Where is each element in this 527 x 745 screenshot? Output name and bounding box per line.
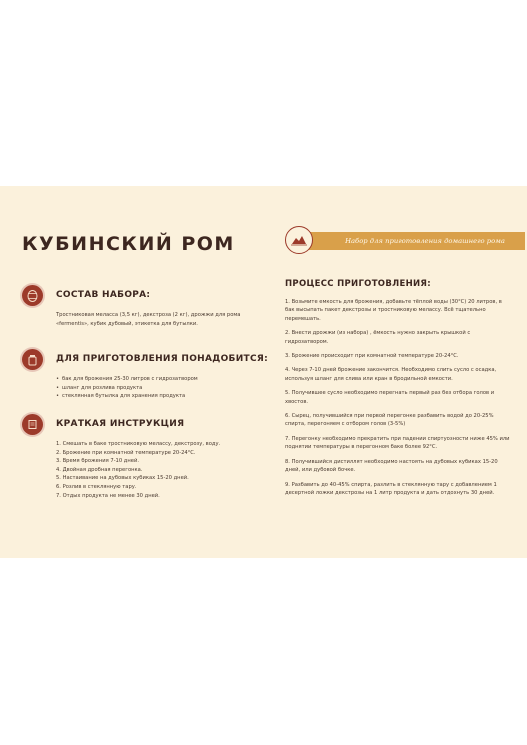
short-instruction-header: [22, 414, 262, 436]
recipe-sheet: [0, 186, 527, 558]
process-step: 5. Получившее сусло необходимо перегнать первый раз без отбора голов и хвостов.: [285, 390, 495, 405]
list-item: 6. Розлив в стеклянную тару.: [56, 483, 137, 490]
kit-contents-text: Тростниковая меласса (3,5 кг), декстроза (2 кг), дрожжи для рома «fermentis», кубик дубовый, этикетка для бутылки.: [56, 312, 241, 327]
process-step: 2. Внести дрожжи (из набора) , ёмкость нужно закрыть крышкой с гидрозатвором.: [285, 330, 471, 345]
equipment-section-header: [22, 349, 269, 371]
process-title: ПРОЦЕСС ПРИГОТОВЛЕНИЯ:: [285, 279, 431, 289]
banner-stripe: [309, 232, 525, 250]
short-instruction-section: [22, 414, 262, 500]
list-item: 3. Время брожения 7-10 дней.: [56, 458, 139, 465]
process-step: 3. Брожение происходит при комнатной температуре 20-24°С.: [285, 353, 459, 360]
jar-icon: [22, 349, 43, 370]
equipment-section: [22, 349, 269, 401]
process-step: 9. Разбавить до 40-45% спирта, разлить в стеклянную тару с добавлением 1 десертной ложки декстрозы на 1 литр продукта и дать отдохнуть 30 дней.: [285, 481, 497, 496]
list-item: 7. Отдых продукта не менее 30 дней.: [56, 492, 160, 499]
process-steps: [285, 298, 511, 503]
list-item: 1. Смешать в баке тростниковую мелассу, декстрозу, воду.: [56, 441, 221, 447]
kit-section-title: СОСТАВ НАБОРА:: [56, 290, 151, 300]
list-item: 4. Двойная дробная перегонка.: [56, 466, 143, 473]
list-item: 5. Настаивание на дубовых кубиках 15-20 дней.: [56, 475, 189, 482]
fermentis-logo-icon: [285, 226, 313, 254]
list-item: • бак для брожения 25-30 литров с гидрозатвором: [56, 375, 262, 384]
equipment-section-body: [56, 375, 262, 401]
kit-section-header: [22, 285, 262, 307]
book-icon: [22, 414, 43, 435]
list-item: 2. Брожение при комнатной температуре 20-24°C.: [56, 449, 196, 456]
kit-section-body: [56, 311, 262, 328]
list-item: • шланг для розлива продукта: [56, 384, 262, 393]
short-instruction-body: [56, 440, 262, 500]
page-title: КУБИНСКИЙ РОМ: [22, 233, 235, 255]
process-step: 7. Перегонку необходимо прекратить при падении спиртуозности ниже 45% или поднятии температуры в перегонном баке более 92°С.: [285, 435, 510, 451]
process-step: 8. Получившийся дистиллят необходимо настоять на дубовых кубиках 15-20 дней, или дубовой бочке.: [285, 458, 498, 474]
list-item: • стеклянная бутылка для хранения продукта: [56, 392, 262, 401]
kit-section: [22, 285, 262, 328]
brand-banner: [285, 226, 525, 256]
barrel-icon: [22, 285, 43, 306]
process-step: 4. Через 7-10 дней брожение закончится. Необходимо слить сусло с осадка, используя шланг для слива или кран в бродильной емкости.: [285, 367, 497, 382]
equipment-section-title: ДЛЯ ПРИГОТОВЛЕНИЯ ПОНАДОБИТСЯ:: [56, 354, 269, 364]
process-step: 6. Сырец, получившийся при первой перегонке разбавить водой до 20-25% спирта, перегоняем с отбором голов (3-5%): [285, 413, 494, 428]
equipment-list: [56, 375, 262, 401]
process-step: 1. Возьмите емкость для брожения, добавьте тёплой воды (30°С) 20 литров, в бак высыпать пакет декстрозы и тростниковую мелассу. Всё тщательно перемешать.: [285, 299, 502, 322]
banner-text: Набор для приготовления домашнего рома: [345, 237, 505, 245]
short-instruction-title: КРАТКАЯ ИНСТРУКЦИЯ: [56, 419, 185, 429]
